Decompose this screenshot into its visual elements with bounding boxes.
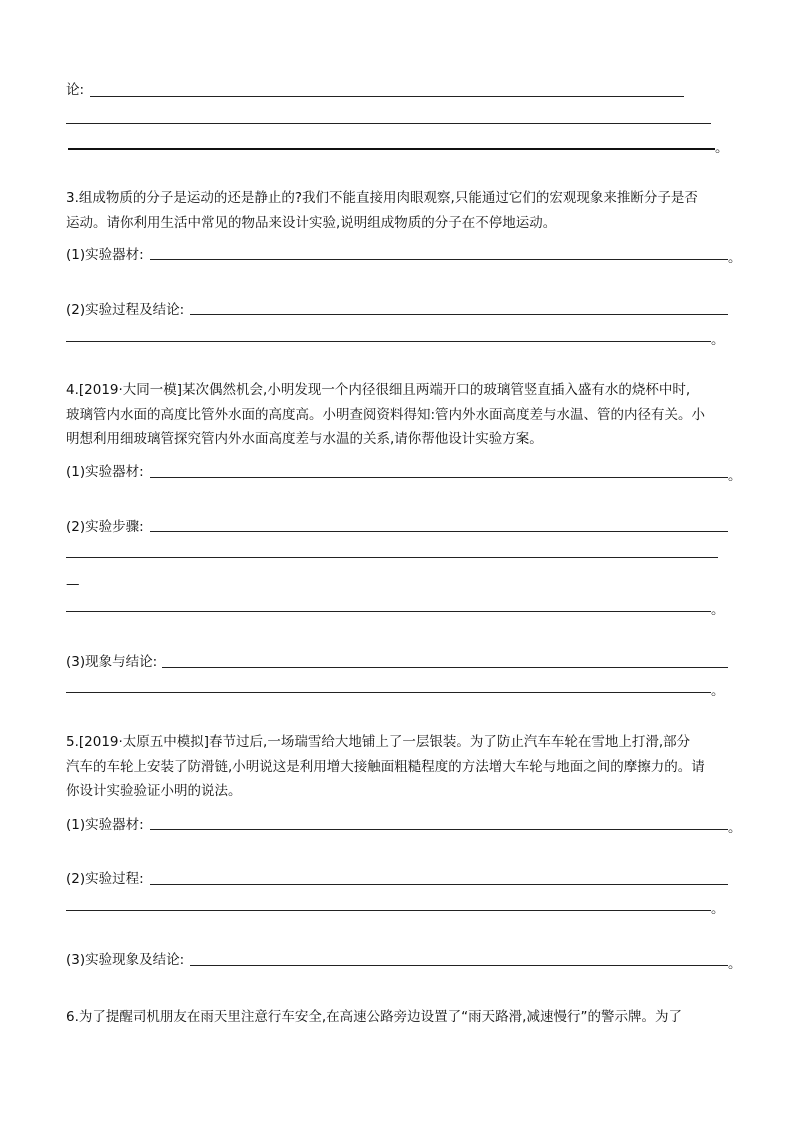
answer-line	[150, 259, 728, 260]
question-3-line-2: 运动。请你利用生活中常见的物品来设计实验,说明组成物质的分子在不停地运动。	[66, 214, 557, 231]
answer-line	[66, 910, 711, 911]
top-lead-label: 论:	[66, 82, 85, 98]
answer-line	[150, 531, 728, 532]
answer-line	[66, 611, 711, 612]
question-5-text	[66, 730, 734, 804]
question-4-line-2: 玻璃管内水面的高度比管外水面的高度高。小明查阅资料得知:管内外水面高度差与水温、管的内径有关。小	[66, 406, 706, 423]
period-mark: 。	[728, 820, 742, 836]
question-3-text	[66, 186, 734, 235]
period-mark: 。	[728, 956, 742, 972]
period-mark: 。	[728, 250, 742, 266]
answer-line	[150, 829, 728, 830]
answer-line	[66, 692, 711, 693]
q4-equipment-label: (1)实验器材:	[66, 464, 144, 480]
period-mark: 。	[728, 468, 742, 484]
q4-steps-label: (2)实验步骤:	[66, 519, 144, 535]
q5-equipment-label: (1)实验器材:	[66, 817, 144, 833]
answer-line	[66, 557, 718, 558]
answer-line	[66, 341, 711, 342]
question-5-line-3: 你设计实验验证小明的说法。	[66, 783, 242, 799]
answer-line	[66, 123, 711, 124]
period-mark: 。	[711, 602, 725, 618]
q4-result-label: (3)现象与结论:	[66, 654, 158, 670]
question-6-text	[66, 1005, 734, 1030]
question-4-line-3: 明想利用细玻璃管探究管内外水面高度差与水温的关系,请你帮他设计实验方案。	[66, 431, 543, 447]
answer-line	[68, 148, 715, 150]
question-5-line-1: 5.[2019·太原五中模拟]春节过后,一场瑞雪给大地铺上了一层银装。为了防止汽车车轮在雪地上打滑,部分	[66, 734, 691, 750]
answer-line	[190, 965, 728, 966]
q3-equipment-label: (1)实验器材:	[66, 247, 144, 263]
question-4-text	[66, 378, 734, 452]
answer-line	[150, 477, 728, 478]
question-5-line-2: 汽车的车轮上安装了防滑链,小明说这是利用增大接触面粗糙程度的方法增大车轮与地面之间的摩擦力的。请	[66, 758, 705, 775]
question-4-line-1: 4.[2019·大同一模]某次偶然机会,小明发现一个内径很细且两端开口的玻璃管竖直插入盛有水的烧杯中时,	[66, 382, 691, 398]
answer-line	[190, 314, 728, 315]
period-mark: 。	[711, 332, 725, 348]
answer-line	[162, 667, 728, 668]
question-6-line-1: 6.为了提醒司机朋友在雨天里注意行车安全,在高速公路旁边设置了“雨天路滑,减速慢行”的警示牌。为了	[66, 1009, 682, 1025]
answer-line	[90, 96, 684, 97]
dash-mark: —	[66, 576, 80, 592]
q3-process-label: (2)实验过程及结论:	[66, 302, 185, 318]
question-3-line-1: 3.组成物质的分子是运动的还是静止的?我们不能直接用肉眼观察,只能通过它们的宏观现象来推断分子是否	[66, 190, 698, 206]
period-mark: 。	[711, 683, 725, 699]
period-mark: 。	[711, 901, 725, 917]
answer-line	[150, 884, 728, 885]
period-mark: 。	[715, 140, 729, 156]
q5-process-label: (2)实验过程:	[66, 871, 144, 887]
q5-result-label: (3)实验现象及结论:	[66, 952, 185, 968]
